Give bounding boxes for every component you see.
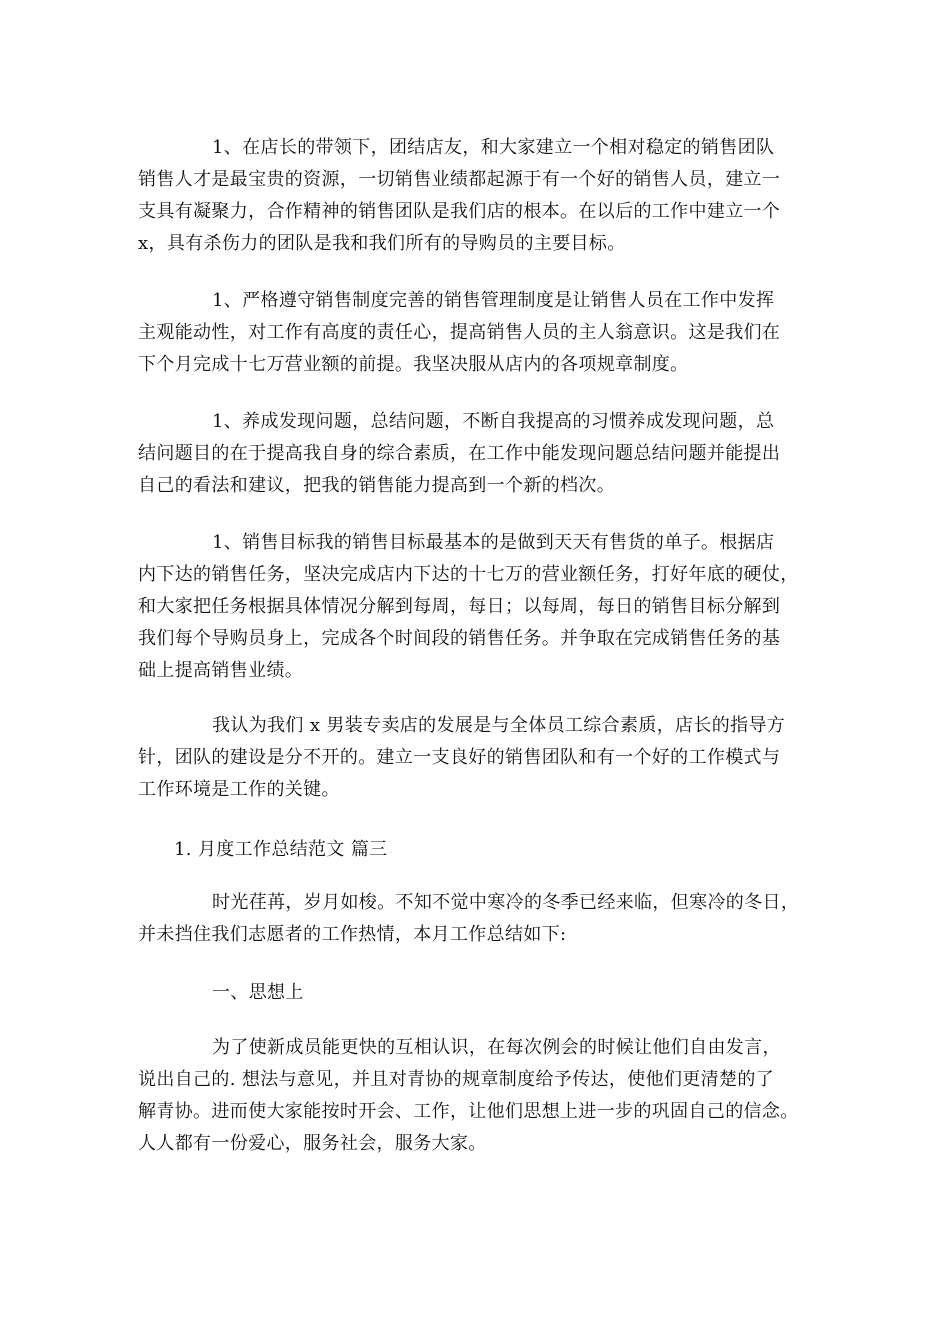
paragraph-line: 销售人才是最宝贵的资源，一切销售业绩都起源于有一个好的销售人员，建立一 xyxy=(138,169,781,190)
paragraph-line: 1、销售目标我的销售目标最基本的是做到天天有售货的单子。根据店 xyxy=(212,532,775,553)
paragraph-line: 结问题目的在于提高我自身的综合素质，在工作中能发现问题总结问题并能提出 xyxy=(138,443,781,464)
paragraph-line: 我认为我们 x 男装专卖店的发展是与全体员工综合素质，店长的指导方 xyxy=(212,715,786,736)
paragraph-line: 下个月完成十七万营业额的前提。我坚决服从店内的各项规章制度。 xyxy=(138,354,689,375)
paragraph-team-building xyxy=(138,132,818,260)
paragraph-sales-rules xyxy=(138,285,818,381)
paragraph-intro xyxy=(138,887,818,951)
subheading xyxy=(138,977,818,1009)
paragraph-line: 内下达的销售任务，坚决完成店内下达的十七万的营业额任务，打好年底的硬仗， xyxy=(138,564,799,585)
paragraph-line: 1、在店长的带领下，团结店友，和大家建立一个相对稳定的销售团队 xyxy=(212,137,775,158)
paragraph-sales-target xyxy=(138,527,818,687)
paragraph-line: 工作环境是工作的关键。 xyxy=(138,779,340,800)
paragraph-line: 和大家把任务根据具体情况分解到每周，每日；以每周，每日的销售目标分解到 xyxy=(138,596,781,617)
paragraph-line: 时光荏苒，岁月如梭。不知不觉中寒冷的冬季已经来临，但寒冷的冬日， xyxy=(212,892,800,913)
paragraph-line: 1、养成发现问题，总结问题，不断自我提高的习惯养成发现问题，总 xyxy=(212,411,775,432)
paragraph-line: 自己的看法和建议，把我的销售能力提高到一个新的档次。 xyxy=(138,475,616,496)
paragraph-line: x，具有杀伤力的团队是我和我们所有的导购员的主要目标。 xyxy=(138,233,626,254)
paragraph-problem-solving xyxy=(138,406,818,502)
paragraph-line: 主观能动性，对工作有高度的责任心，提高销售人员的主人翁意识。这是我们在 xyxy=(138,322,781,343)
paragraph-line: 解青协。进而使大家能按时开会、工作，让他们思想上进一步的巩固自己的信念。 xyxy=(138,1101,799,1122)
paragraph-conclusion xyxy=(138,710,818,806)
paragraph-line: 础上提高销售业绩。 xyxy=(138,660,304,681)
paragraph-line: 我们每个导购员身上，完成各个时间段的销售任务。并争取在完成销售任务的基 xyxy=(138,628,781,649)
paragraph-line: 并未挡住我们志愿者的工作热情，本月工作总结如下: xyxy=(138,924,567,945)
section-heading xyxy=(138,834,818,866)
paragraph-thinking xyxy=(138,1032,818,1160)
paragraph-line: 人人都有一份爱心，服务社会，服务大家。 xyxy=(138,1133,487,1154)
paragraph-line: 针，团队的建设是分不开的。建立一支良好的销售团队和有一个好的工作模式与 xyxy=(138,747,781,768)
section-title: 1. 月度工作总结范文 篇三 xyxy=(174,839,388,860)
paragraph-line: 1、严格遵守销售制度完善的销售管理制度是让销售人员在工作中发挥 xyxy=(212,290,775,311)
paragraph-line: 支具有凝聚力，合作精神的销售团队是我们店的根本。在以后的工作中建立一个 xyxy=(138,201,781,222)
subheading-title: 一、思想上 xyxy=(212,982,304,1003)
paragraph-line: 说出自己的. 想法与意见，并且对青协的规章制度给予传达，使他们更清楚的了 xyxy=(138,1069,775,1090)
paragraph-line: 为了使新成员能更快的互相认识，在每次例会的时候让他们自由发言， xyxy=(212,1037,781,1058)
